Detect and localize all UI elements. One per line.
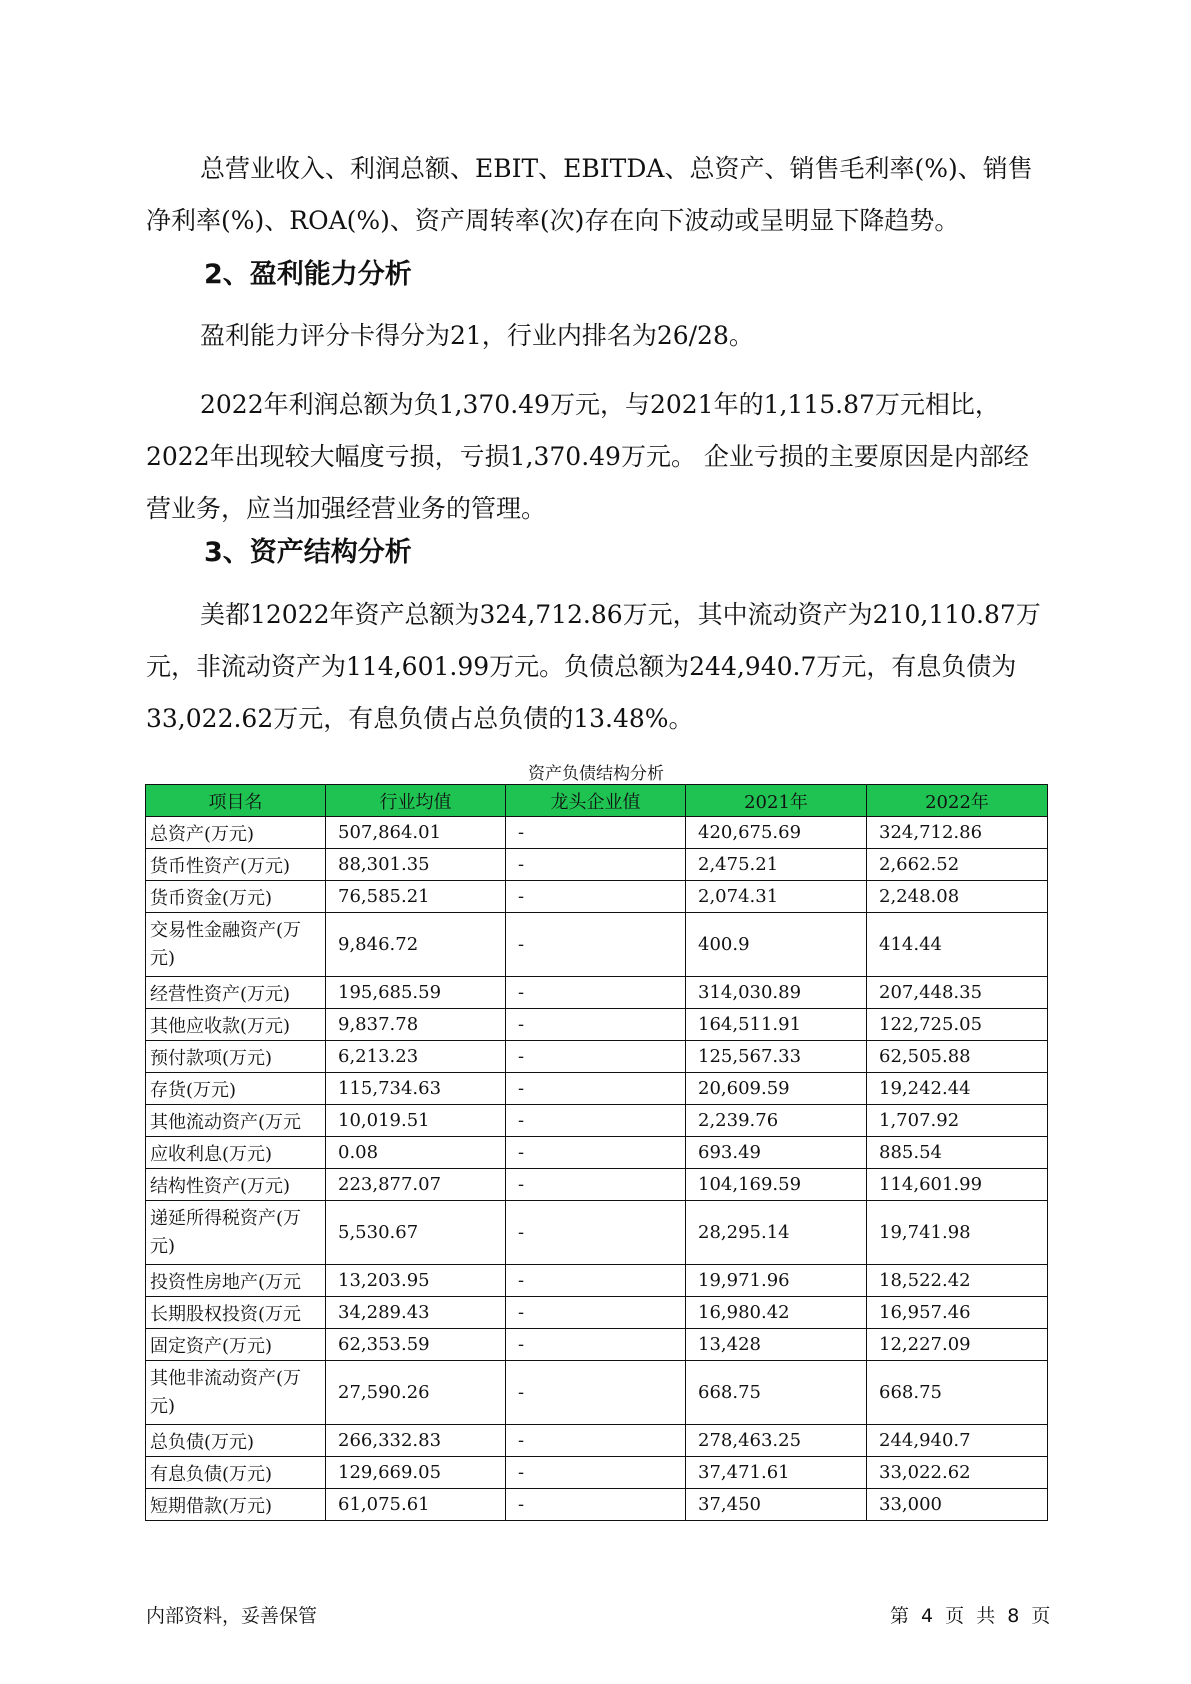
table-cell: - — [506, 1489, 686, 1521]
table-cell: 19,242.44 — [867, 1073, 1048, 1105]
table-cell: 18,522.42 — [867, 1265, 1048, 1297]
table-cell: 33,000 — [867, 1489, 1048, 1521]
table-row — [146, 1361, 1048, 1425]
table-cell: - — [506, 977, 686, 1009]
table-cell: 125,567.33 — [686, 1041, 867, 1073]
table-row — [146, 1489, 1048, 1521]
table-cell: - — [506, 1041, 686, 1073]
table-cell: 16,957.46 — [867, 1297, 1048, 1329]
table-cell: 414.44 — [867, 913, 1048, 977]
table-cell: 33,022.62 — [867, 1457, 1048, 1489]
paragraph-score: 盈利能力评分卡得分为21，行业内排名为26/28。 — [200, 321, 754, 350]
table-cell: 104,169.59 — [686, 1169, 867, 1201]
row-label: 应收利息(万元) — [146, 1137, 326, 1169]
row-label: 固定资产(万元) — [146, 1329, 326, 1361]
table-row — [146, 1137, 1048, 1169]
table-cell: 76,585.21 — [326, 881, 506, 913]
table-row — [146, 849, 1048, 881]
table-cell: 6,213.23 — [326, 1041, 506, 1073]
table-cell: 324,712.86 — [867, 817, 1048, 849]
balance-sheet-table — [145, 784, 1048, 1521]
table-cell: - — [506, 1329, 686, 1361]
table-cell: 314,030.89 — [686, 977, 867, 1009]
table-cell: - — [506, 913, 686, 977]
table-row — [146, 977, 1048, 1009]
table-cell: - — [506, 849, 686, 881]
table-header-row — [146, 785, 1048, 817]
row-label: 长期股权投资(万元 — [146, 1297, 326, 1329]
header-item-name: 项目名 — [146, 785, 326, 817]
header-leader-value: 龙头企业值 — [506, 785, 686, 817]
table-row — [146, 1265, 1048, 1297]
footer-confidential: 内部资料，妥善保管 — [146, 1605, 318, 1627]
table-cell: 668.75 — [867, 1361, 1048, 1425]
table-cell: - — [506, 1265, 686, 1297]
row-label: 递延所得税资产(万元) — [146, 1201, 326, 1265]
row-label: 其他应收款(万元) — [146, 1009, 326, 1041]
row-label: 交易性金融资产(万元) — [146, 913, 326, 977]
row-label: 总负债(万元) — [146, 1425, 326, 1457]
table-cell: 266,332.83 — [326, 1425, 506, 1457]
table-cell: - — [506, 1137, 686, 1169]
table-cell: 114,601.99 — [867, 1169, 1048, 1201]
table-cell: 62,505.88 — [867, 1041, 1048, 1073]
table-row — [146, 881, 1048, 913]
paragraph-trend: 总营业收入、利润总额、EBIT、EBITDA、总资产、销售毛利率(%)、销售净利率(%)、ROA(%)、资产周转率(次)存在向下波动或呈明显下降趋势。 — [146, 154, 1033, 235]
table-cell: 1,707.92 — [867, 1105, 1048, 1137]
table-caption: 资产负债结构分析 — [528, 764, 664, 784]
table-cell: 10,019.51 — [326, 1105, 506, 1137]
row-label: 结构性资产(万元) — [146, 1169, 326, 1201]
table-cell: - — [506, 1457, 686, 1489]
table-cell: 400.9 — [686, 913, 867, 977]
table-row — [146, 1041, 1048, 1073]
table-cell: - — [506, 881, 686, 913]
table-cell: - — [506, 1361, 686, 1425]
table-cell: 885.54 — [867, 1137, 1048, 1169]
row-label: 投资性房地产(万元 — [146, 1265, 326, 1297]
footer-page-number: 第 4 页 共 8 页 — [890, 1605, 1051, 1627]
paragraph-profit: 2022年利润总额为负1,370.49万元，与2021年的1,115.87万元相比，2022年出现较大幅度亏损，亏损1,370.49万元。 企业亏损的主要原因是内部经营业务，应当加强经营业务的管理。 — [146, 390, 1029, 523]
table-cell: 2,248.08 — [867, 881, 1048, 913]
table-cell: 164,511.91 — [686, 1009, 867, 1041]
table-cell: 207,448.35 — [867, 977, 1048, 1009]
table-row — [146, 1457, 1048, 1489]
table-row — [146, 1009, 1048, 1041]
table-cell: - — [506, 1425, 686, 1457]
table-cell: 9,837.78 — [326, 1009, 506, 1041]
table-cell: - — [506, 1297, 686, 1329]
table-cell: 420,675.69 — [686, 817, 867, 849]
header-2021: 2021年 — [686, 785, 867, 817]
table-row — [146, 1329, 1048, 1361]
heading-profitability: 2、盈利能力分析 — [204, 259, 412, 290]
row-label: 预付款项(万元) — [146, 1041, 326, 1073]
row-label: 其他非流动资产(万元) — [146, 1361, 326, 1425]
table-row — [146, 913, 1048, 977]
table-cell: 37,450 — [686, 1489, 867, 1521]
table-cell: 2,662.52 — [867, 849, 1048, 881]
header-2022: 2022年 — [867, 785, 1048, 817]
table-cell: 122,725.05 — [867, 1009, 1048, 1041]
table-cell: - — [506, 817, 686, 849]
table-cell: 2,074.31 — [686, 881, 867, 913]
paragraph-assets: 美都12022年资产总额为324,712.86万元，其中流动资产为210,110.87万元，非流动资产为114,601.99万元。负债总额为244,940.7万元，有息负债为33,022.62万元，有息负债占总负债的13.48%。 — [146, 600, 1041, 733]
table-cell: 37,471.61 — [686, 1457, 867, 1489]
table-cell: 28,295.14 — [686, 1201, 867, 1265]
table-row — [146, 1425, 1048, 1457]
table-cell: 693.49 — [686, 1137, 867, 1169]
table-cell: 34,289.43 — [326, 1297, 506, 1329]
table-cell: 61,075.61 — [326, 1489, 506, 1521]
table-cell: 20,609.59 — [686, 1073, 867, 1105]
table-row — [146, 1169, 1048, 1201]
table-cell: 27,590.26 — [326, 1361, 506, 1425]
row-label: 有息负债(万元) — [146, 1457, 326, 1489]
table-cell: 115,734.63 — [326, 1073, 506, 1105]
table-cell: - — [506, 1169, 686, 1201]
row-label: 其他流动资产(万元 — [146, 1105, 326, 1137]
row-label: 货币性资产(万元) — [146, 849, 326, 881]
table-cell: 507,864.01 — [326, 817, 506, 849]
table-cell: 129,669.05 — [326, 1457, 506, 1489]
table-cell: 195,685.59 — [326, 977, 506, 1009]
table-cell: 19,741.98 — [867, 1201, 1048, 1265]
table-row — [146, 1073, 1048, 1105]
table-cell: - — [506, 1009, 686, 1041]
heading-asset-structure: 3、资产结构分析 — [204, 537, 412, 568]
table-cell: 13,203.95 — [326, 1265, 506, 1297]
table-row — [146, 1297, 1048, 1329]
table-cell: 278,463.25 — [686, 1425, 867, 1457]
table-cell: 9,846.72 — [326, 913, 506, 977]
table-cell: - — [506, 1201, 686, 1265]
table-cell: - — [506, 1105, 686, 1137]
table-cell: 2,475.21 — [686, 849, 867, 881]
row-label: 存货(万元) — [146, 1073, 326, 1105]
table-cell: 62,353.59 — [326, 1329, 506, 1361]
row-label: 货币资金(万元) — [146, 881, 326, 913]
table-cell: 244,940.7 — [867, 1425, 1048, 1457]
table-cell: 5,530.67 — [326, 1201, 506, 1265]
table-cell: 12,227.09 — [867, 1329, 1048, 1361]
table-row — [146, 1105, 1048, 1137]
table-cell: 13,428 — [686, 1329, 867, 1361]
table-row — [146, 817, 1048, 849]
table-row — [146, 1201, 1048, 1265]
table-cell: 2,239.76 — [686, 1105, 867, 1137]
table-cell: 88,301.35 — [326, 849, 506, 881]
table-cell: - — [506, 1073, 686, 1105]
table-cell: 223,877.07 — [326, 1169, 506, 1201]
table-cell: 16,980.42 — [686, 1297, 867, 1329]
table-cell: 668.75 — [686, 1361, 867, 1425]
row-label: 短期借款(万元) — [146, 1489, 326, 1521]
table-cell: 0.08 — [326, 1137, 506, 1169]
header-industry-avg: 行业均值 — [326, 785, 506, 817]
row-label: 总资产(万元) — [146, 817, 326, 849]
row-label: 经营性资产(万元) — [146, 977, 326, 1009]
table-cell: 19,971.96 — [686, 1265, 867, 1297]
